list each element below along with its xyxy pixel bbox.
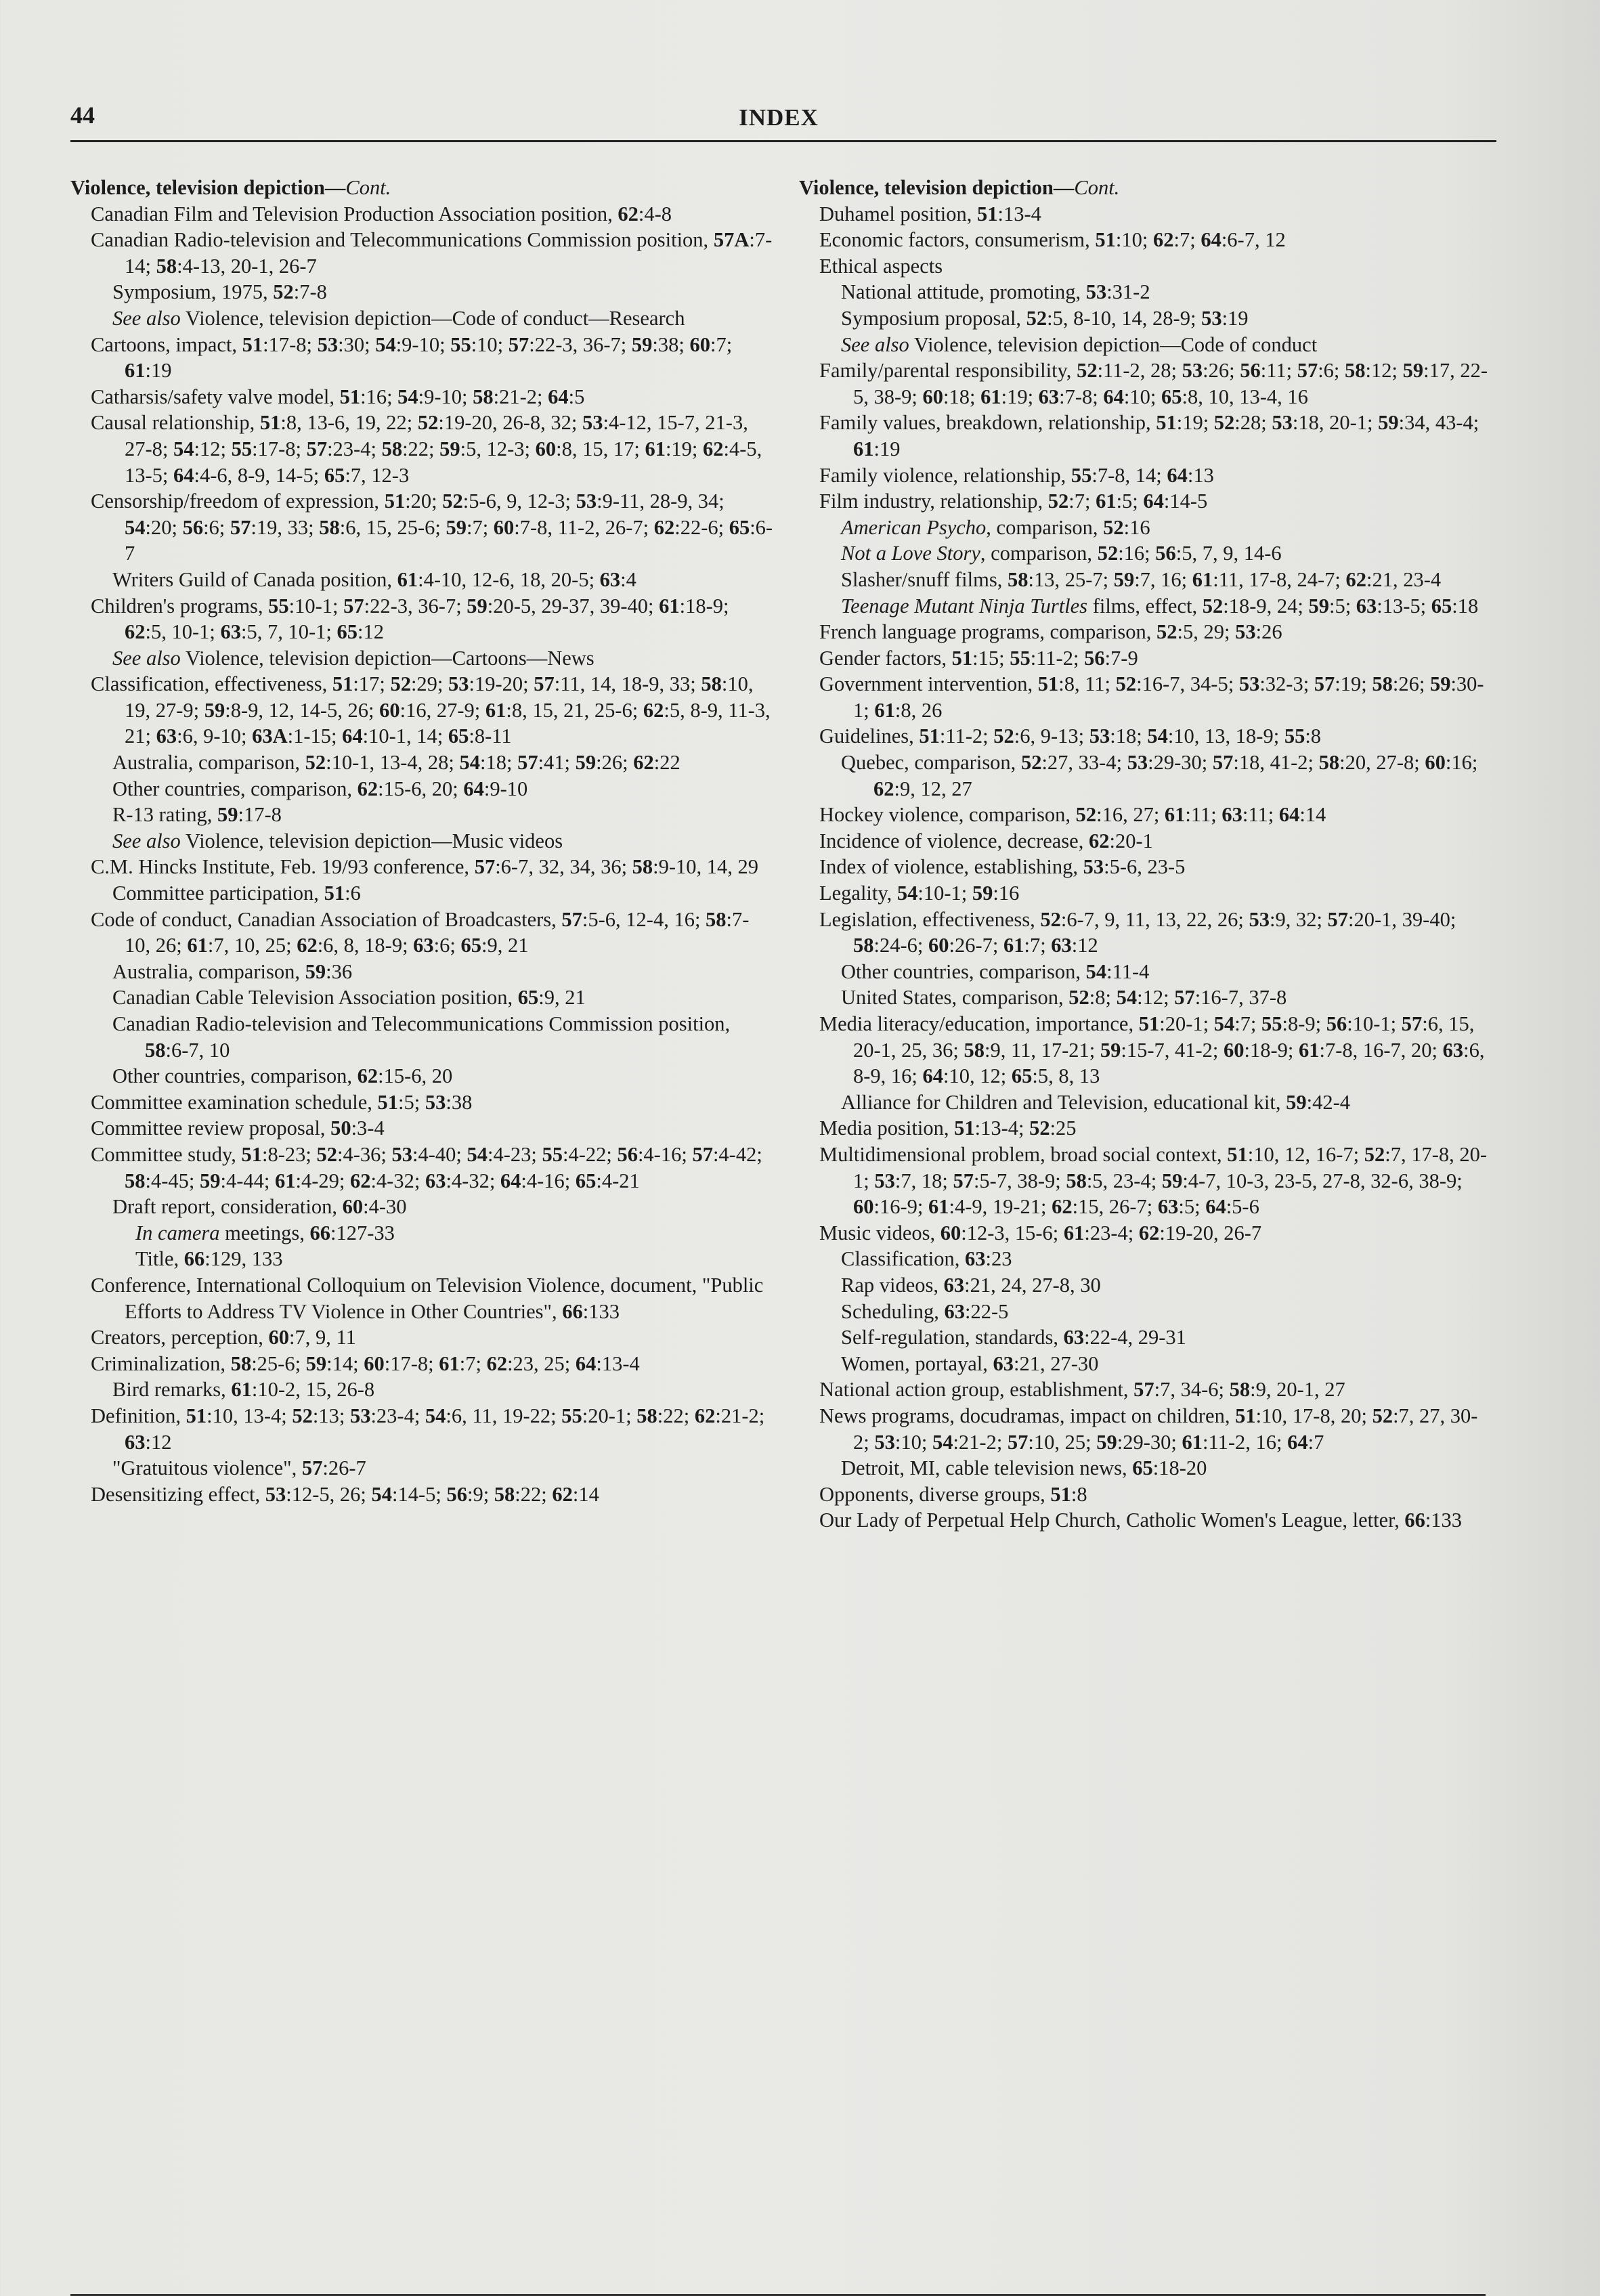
index-column-left — [70, 175, 775, 1507]
column-heading — [70, 175, 775, 201]
index-entry: Australia, comparison, 59:36 — [112, 959, 353, 983]
index-entry: Canadian Radio-television and Telecommunications Commission position, 57A:7-14; 58:4-13, 20-1, 26-7 — [91, 228, 773, 278]
index-entry: National action group, establishment, 57:7, 34-6; 58:9, 20-1, 27 — [819, 1378, 1345, 1402]
page-number: 44 — [70, 102, 95, 129]
index-entry: See also Violence, television depiction—Code of conduct—Research — [112, 306, 685, 330]
index-entry: Ethical aspects — [819, 254, 943, 278]
index-entry: Catharsis/safety valve model, 51:16; 54:9-10; 58:21-2; 64:5 — [91, 385, 585, 408]
index-entry: Causal relationship, 51:8, 13-6, 19, 22; 52:19-20, 26-8, 32; 53:4-12, 15-7, 21-3, 27-8; 54:12; 55:17-8; 57:23-4; 58:22; 59:5, 12-3; 60:8, 15, 17; 61:19; 62:4-5, 13-5; 64:4-6, 8-9, 14-5; 65:7, 12-3 — [91, 411, 762, 487]
index-entry: Multidimensional problem, broad social context, 51:10, 12, 16-7; 52:7, 17-8, 20-1; 53:7, 18; 57:5-7, 38-9; 58:5, 23-4; 59:4-7, 10-3, 23-5, 27-8, 32-6, 38-9; 60:16-9; 61:4-9, 19-21; 62:15, 26-7; 63:5; 64:5-6 — [819, 1142, 1488, 1219]
index-entry: Family violence, relationship, 55:7-8, 14; 64:13 — [819, 463, 1214, 487]
index-entry: Committee participation, 51:6 — [112, 882, 361, 905]
index-entry: Guidelines, 51:11-2; 52:6, 9-13; 53:18; 54:10, 13, 18-9; 55:8 — [819, 724, 1322, 748]
index-entry: Symposium, 1975, 52:7-8 — [112, 280, 327, 304]
index-entry: American Psycho, comparison, 52:16 — [841, 515, 1150, 539]
index-entry: Other countries, comparison, 62:15-6, 20; 64:9-10 — [112, 777, 528, 800]
index-entry: Family/parental responsibility, 52:11-2, 28; 53:26; 56:11; 57:6; 58:12; 59:17, 22-5, 38-9; 60:18; 61:19; 63:7-8; 64:10; 65:8, 10, 13-4, 16 — [819, 359, 1488, 408]
index-entry: News programs, docudramas, impact on children, 51:10, 17-8, 20; 52:7, 27, 30-2; 53:10; 54:21-2; 57:10, 25; 59:29-30; 61:11-2, 16; 64:7 — [819, 1404, 1478, 1454]
index-entry: Economic factors, consumerism, 51:10; 62:7; 64:6-7, 12 — [819, 228, 1286, 252]
index-entry: See also Violence, television depiction—Cartoons—News — [112, 646, 594, 670]
index-entry: Incidence of violence, decrease, 62:20-1 — [819, 829, 1153, 852]
heading-main: Violence, television depiction— — [70, 176, 346, 199]
index-entry: In camera meetings, 66:127-33 — [135, 1221, 395, 1244]
index-entry: "Gratuitous violence", 57:26-7 — [112, 1456, 366, 1480]
index-entry: Our Lady of Perpetual Help Church, Catholic Women's League, letter, 66:133 — [819, 1509, 1463, 1532]
index-entry: Self-regulation, standards, 63:22-4, 29-31 — [841, 1326, 1186, 1349]
index-entries-left — [70, 201, 775, 1508]
index-entry: Quebec, comparison, 52:27, 33-4; 53:29-30; 57:18, 41-2; 58:20, 27-8; 60:16; 62:9, 12, 27 — [841, 751, 1478, 800]
index-entry: Cartoons, impact, 51:17-8; 53:30; 54:9-10; 55:10; 57:22-3, 36-7; 59:38; 60:7; 61:19 — [91, 332, 733, 383]
index-entry: Symposium proposal, 52:5, 8-10, 14, 28-9; 53:19 — [841, 306, 1249, 330]
index-entry: Title, 66:129, 133 — [135, 1247, 283, 1271]
index-entry: Committee study, 51:8-23; 52:4-36; 53:4-40; 54:4-23; 55:4-22; 56:4-16; 57:4-42; 58:4-45; 59:4-44; 61:4-29; 62:4-32; 63:4-32; 64:4-16; 65:4-21 — [91, 1142, 762, 1192]
index-entries-right — [799, 201, 1490, 1534]
index-entry: Criminalization, 58:25-6; 59:14; 60:17-8; 61:7; 62:23, 25; 64:13-4 — [91, 1351, 640, 1375]
index-entry: Committee examination schedule, 51:5; 53:38 — [91, 1090, 473, 1114]
index-entry: Creators, perception, 60:7, 9, 11 — [91, 1326, 356, 1349]
top-rule — [70, 140, 1496, 142]
index-entry: See also Violence, television depiction—Music videos — [112, 829, 563, 852]
index-entry: Film industry, relationship, 52:7; 61:5; 64:14-5 — [819, 490, 1208, 513]
index-entry: Hockey violence, comparison, 52:16, 27; 61:11; 63:11; 64:14 — [819, 803, 1326, 827]
index-entry: National attitude, promoting, 53:31-2 — [841, 280, 1150, 304]
index-entry: Women, portayal, 63:21, 27-30 — [841, 1351, 1099, 1375]
running-head: INDEX — [739, 104, 819, 131]
index-entry: Detroit, MI, cable television news, 65:18-20 — [841, 1456, 1207, 1480]
index-entry: Opponents, diverse groups, 51:8 — [819, 1482, 1087, 1506]
index-entry: Classification, effectiveness, 51:17; 52:29; 53:19-20; 57:11, 14, 18-9, 33; 58:10, 19, 27-9; 59:8-9, 12, 14-5, 26; 60:16, 27-9; 61:8, 15, 21, 25-6; 62:5, 8-9, 11-3, 21; 63:6, 9-10; 63A:1-15; 64:10-1, 14; 65:8-11 — [91, 672, 771, 748]
index-entry: Code of conduct, Canadian Association of Broadcasters, 57:5-6, 12-4, 16; 58:7-10, 26; 61:7, 10, 25; 62:6, 8, 18-9; 63:6; 65:9, 21 — [91, 907, 750, 957]
heading-cont: Cont. — [345, 176, 391, 199]
index-entry: Gender factors, 51:15; 55:11-2; 56:7-9 — [819, 646, 1138, 670]
index-entry: United States, comparison, 52:8; 54:12; 57:16-7, 37-8 — [841, 986, 1287, 1010]
index-entry: Censorship/freedom of expression, 51:20; 52:5-6, 9, 12-3; 53:9-11, 28-9, 34; 54:20; 56:6; 57:19, 33; 58:6, 15, 25-6; 59:7; 60:7-8, 11-2, 26-7; 62:22-6; 65:6-7 — [91, 490, 773, 565]
index-entry: Index of violence, establishing, 53:5-6, 23-5 — [819, 855, 1186, 879]
index-entry: Family values, breakdown, relationship, 51:19; 52:28; 53:18, 20-1; 59:34, 43-4; 61:19 — [819, 411, 1479, 460]
index-entry: Children's programs, 55:10-1; 57:22-3, 36-7; 59:20-5, 29-37, 39-40; 61:18-9; 62:5, 10-1; 63:5, 7, 10-1; 65:12 — [91, 594, 729, 644]
index-entry: Australia, comparison, 52:10-1, 13-4, 28; 54:18; 57:41; 59:26; 62:22 — [112, 751, 680, 775]
index-entry: Conference, International Colloquium on Television Violence, document, "Public Efforts to Address TV Violence in Other Countries", 66:133 — [91, 1273, 764, 1323]
index-entry: Committee review proposal, 50:3-4 — [91, 1117, 385, 1140]
index-entry: Other countries, comparison, 54:11-4 — [841, 959, 1150, 983]
index-entry: Media position, 51:13-4; 52:25 — [819, 1117, 1077, 1140]
index-entry: Canadian Radio-television and Telecommunications Commission position, 58:6-7, 10 — [112, 1012, 731, 1062]
column-heading — [799, 175, 1490, 201]
index-entry: Canadian Film and Television Production Association position, 62:4-8 — [91, 202, 672, 225]
index-entry: See also Violence, television depiction—Code of conduct — [841, 332, 1318, 356]
index-entry: C.M. Hincks Institute, Feb. 19/93 conference, 57:6-7, 32, 34, 36; 58:9-10, 14, 29 — [91, 855, 759, 879]
index-entry: Definition, 51:10, 13-4; 52:13; 53:23-4; 54:6, 11, 19-22; 55:20-1; 58:22; 62:21-2; 63:12 — [91, 1404, 765, 1454]
index-entry: Rap videos, 63:21, 24, 27-8, 30 — [841, 1273, 1101, 1297]
index-entry: Scheduling, 63:22-5 — [841, 1299, 1009, 1323]
heading-main: Violence, television depiction— — [799, 176, 1075, 199]
index-entry: Media literacy/education, importance, 51:20-1; 54:7; 55:8-9; 56:10-1; 57:6, 15, 20-1, 25, 36; 58:9, 11, 17-21; 59:15-7, 41-2; 60:18-9; 61:7-8, 16-7, 20; 63:6, 8-9, 16; 64:10, 12; 65:5, 8, 13 — [819, 1012, 1485, 1088]
index-entry: Bird remarks, 61:10-2, 15, 26-8 — [112, 1378, 375, 1402]
index-entry: Alliance for Children and Television, educational kit, 59:42-4 — [841, 1090, 1350, 1114]
index-entry: Classification, 63:23 — [841, 1247, 1012, 1271]
index-entry: Not a Love Story, comparison, 52:16; 56:5, 7, 9, 14-6 — [841, 542, 1282, 565]
index-entry: Other countries, comparison, 62:15-6, 20 — [112, 1064, 453, 1088]
index-entry: Teenage Mutant Ninja Turtles films, effect, 52:18-9, 24; 59:5; 63:13-5; 65:18 — [841, 594, 1479, 618]
index-entry: Legislation, effectiveness, 52:6-7, 9, 11, 13, 22, 26; 53:9, 32; 57:20-1, 39-40; 58:24-6; 60:26-7; 61:7; 63:12 — [819, 907, 1456, 957]
index-entry: R-13 rating, 59:17-8 — [112, 803, 282, 827]
index-entry: Canadian Cable Television Association position, 65:9, 21 — [112, 986, 586, 1010]
index-entry: Draft report, consideration, 60:4-30 — [112, 1195, 407, 1219]
index-entry: Writers Guild of Canada position, 61:4-10, 12-6, 18, 20-5; 63:4 — [112, 567, 636, 591]
index-entry: Legality, 54:10-1; 59:16 — [819, 882, 1020, 905]
index-entry: Duhamel position, 51:13-4 — [819, 202, 1041, 225]
index-entry: French language programs, comparison, 52:5, 29; 53:26 — [819, 620, 1282, 644]
index-entry: Government intervention, 51:8, 11; 52:16-7, 34-5; 53:32-3; 57:19; 58:26; 59:30-1; 61:8, 26 — [819, 672, 1484, 722]
index-column-right — [799, 175, 1490, 1534]
index-entry: Desensitizing effect, 53:12-5, 26; 54:14-5; 56:9; 58:22; 62:14 — [91, 1482, 599, 1506]
index-entry: Slasher/snuff films, 58:13, 25-7; 59:7, 16; 61:11, 17-8, 24-7; 62:21, 23-4 — [841, 567, 1442, 591]
index-entry: Music videos, 60:12-3, 15-6; 61:23-4; 62:19-20, 26-7 — [819, 1221, 1262, 1244]
heading-cont: Cont. — [1074, 176, 1120, 199]
